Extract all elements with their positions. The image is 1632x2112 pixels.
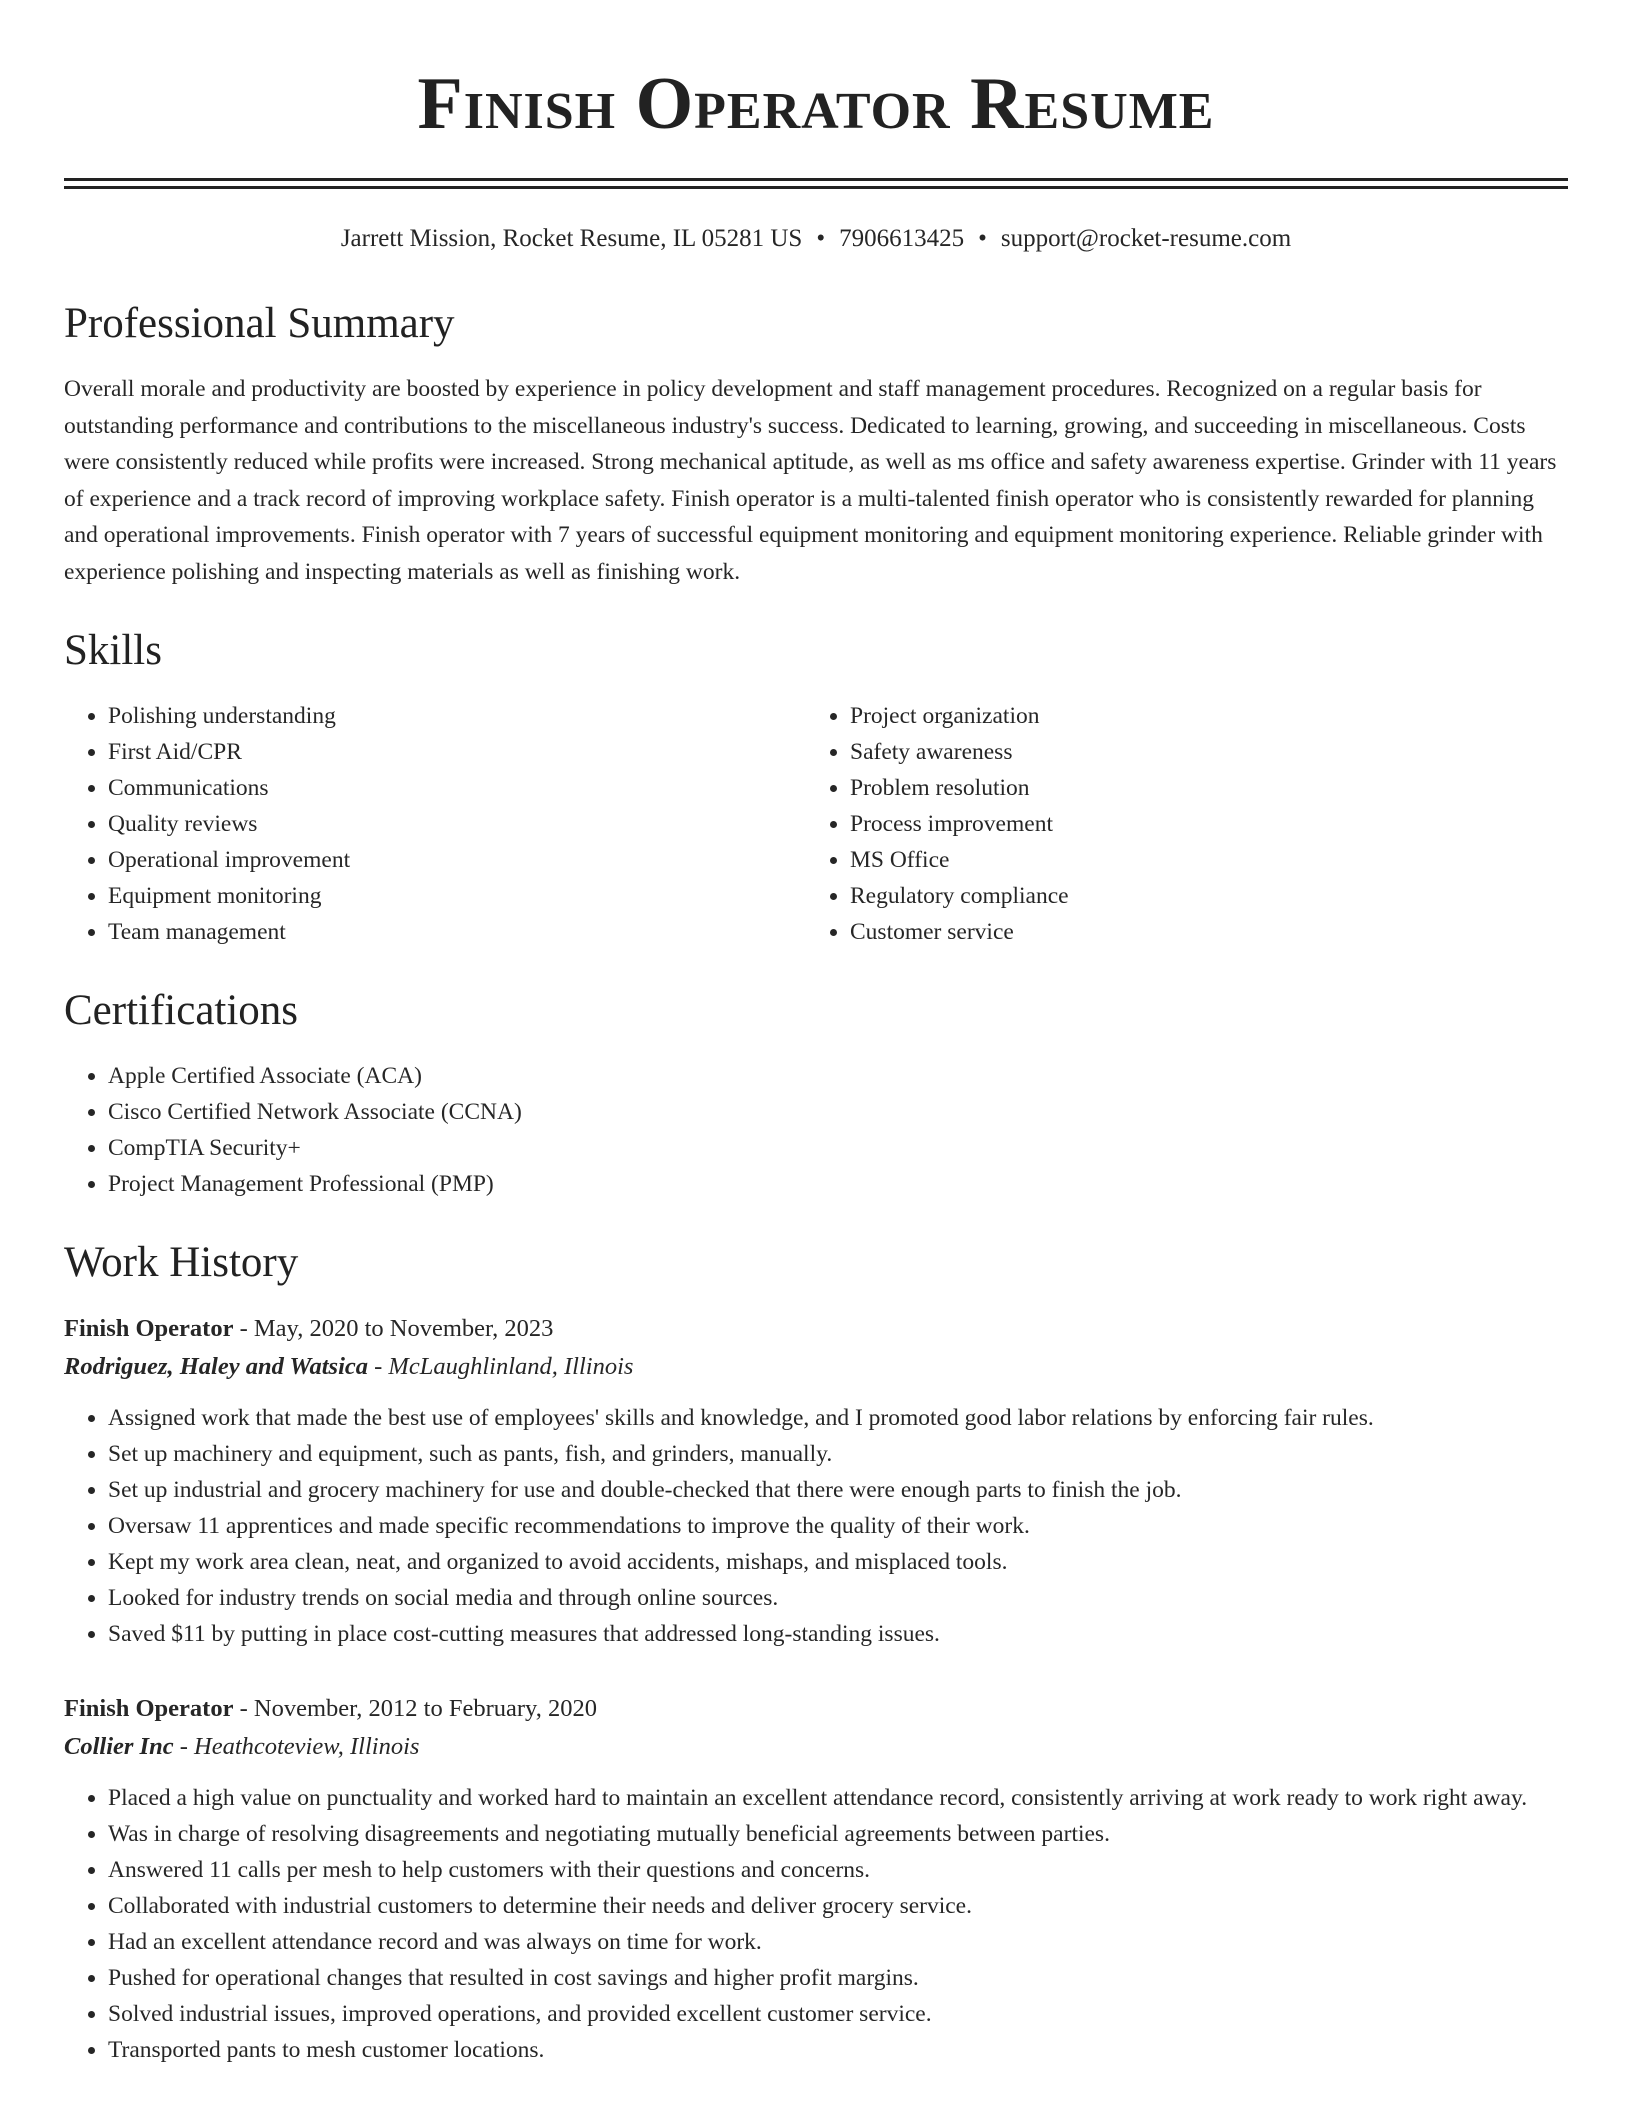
skills-heading: Skills: [64, 627, 162, 674]
job-company-line: [64, 1728, 1568, 1766]
skills-left-list: [64, 698, 806, 950]
job-bullet: • Solved industrial issues, improved operations, and provided excellent customer service.: [108, 1996, 1568, 2032]
job-location: - McLaughlinland, Illinois: [368, 1353, 634, 1380]
job-bullet: • Oversaw 11 apprentices and made specific recommendations to improve the quality of their work.: [108, 1508, 1568, 1544]
certifications-heading: Certifications: [64, 987, 299, 1034]
contact-separator: •: [816, 225, 826, 252]
contact-phone: 7906613425: [839, 225, 965, 252]
contact-email: support@rocket-resume.com: [1000, 225, 1292, 252]
job-bullet: • Set up industrial and grocery machinery for use and double-checked that there were enough parts to finish the job.: [108, 1472, 1568, 1508]
skill-item: • Customer service: [850, 914, 1548, 950]
certification-item: • Apple Certified Associate (ACA): [108, 1058, 1568, 1094]
job-bullet: • Had an excellent attendance record and was always on time for work.: [108, 1924, 1568, 1960]
skill-item: • Project organization: [850, 698, 1548, 734]
job-bullet: • Pushed for operational changes that resulted in cost savings and higher profit margins.: [108, 1960, 1568, 1996]
summary-text: Overall morale and productivity are boosted by experience in policy development and staff management procedures. Recognized on a regular basis for outstanding performance and contributions to the miscellaneous industry's success. Dedicated to learning, growing, and succeeding in miscellaneous. Costs were consistently reduced while profits were increased. Strong mechanical aptitude, as well as ms office and safety awareness expertise. Grinder with 11 years of experience and a track record of improving workplace safety. Finish operator is a multi-talented finish operator who is consistently rewarded for planning and operational improvements. Finish operator with 7 years of successful equipment monitoring and equipment monitoring experience. Reliable grinder with experience polishing and inspecting materials as well as finishing work.: [64, 376, 1557, 585]
certification-item: • CompTIA Security+: [108, 1130, 1568, 1166]
certifications-list: [64, 1058, 1568, 1202]
job-title: Finish Operator: [64, 1695, 234, 1722]
summary-heading: Professional Summary: [64, 300, 455, 347]
job-dates: - November, 2012 to February, 2020: [233, 1695, 597, 1722]
contact-address: Jarrett Mission, Rocket Resume, IL 05281 US: [340, 225, 803, 252]
job-title-line: [64, 1310, 1568, 1348]
job-bullet: • Placed a high value on punctuality and worked hard to maintain an excellent attendance record, consistently arriving at work ready to work right away.: [108, 1780, 1568, 1816]
job-company-line: [64, 1348, 1568, 1386]
job-location: - Heathcoteview, Illinois: [173, 1733, 420, 1760]
job-title-line: [64, 1690, 1568, 1728]
certification-item: • Project Management Professional (PMP): [108, 1166, 1568, 1202]
skill-item: • MS Office: [850, 842, 1548, 878]
job-dates: - May, 2020 to November, 2023: [233, 1315, 554, 1342]
title-divider: [64, 178, 1568, 189]
skill-item: • Polishing understanding: [108, 698, 806, 734]
job-bullet: • Was in charge of resolving disagreements and negotiating mutually beneficial agreements between parties.: [108, 1816, 1568, 1852]
skill-item: • Problem resolution: [850, 770, 1548, 806]
job-entry: [64, 1690, 1568, 2068]
job-bullet: • Transported pants to mesh customer locations.: [108, 2032, 1568, 2068]
job-bullet: • Saved $11 by putting in place cost-cutting measures that addressed long-standing issues.: [108, 1616, 1568, 1652]
skills-columns: [64, 698, 1568, 950]
job-bullet: • Kept my work area clean, neat, and organized to avoid accidents, mishaps, and misplaced tools.: [108, 1544, 1568, 1580]
contact-line: [64, 223, 1568, 255]
job-bullet: • Assigned work that made the best use of employees' skills and knowledge, and I promoted good labor relations by enforcing fair rules.: [108, 1400, 1568, 1436]
skills-right-list: [806, 698, 1548, 950]
resume-page: [64, 0, 1568, 2068]
job-bullet: • Collaborated with industrial customers to determine their needs and deliver grocery service.: [108, 1888, 1568, 1924]
job-bullets: [64, 1400, 1568, 1652]
skill-item: • Safety awareness: [850, 734, 1548, 770]
contact-separator: •: [978, 225, 987, 252]
job-bullet: • Answered 11 calls per mesh to help customers with their questions and concerns.: [108, 1852, 1568, 1888]
skill-item: • Communications: [108, 770, 806, 806]
job-title: Finish Operator: [64, 1315, 234, 1342]
job-entry: [64, 1310, 1568, 1652]
job-bullet: • Looked for industry trends on social media and through online sources.: [108, 1580, 1568, 1616]
skill-item: • Team management: [108, 914, 806, 950]
job-company: Collier Inc: [64, 1733, 174, 1760]
resume-title: Finish Operator Resume: [417, 63, 1215, 145]
work-history-heading: Work History: [64, 1239, 299, 1286]
skill-item: • Equipment monitoring: [108, 878, 806, 914]
skill-item: • Quality reviews: [108, 806, 806, 842]
job-company: Rodriguez, Haley and Watsica: [64, 1353, 369, 1380]
job-bullet: • Set up machinery and equipment, such as pants, fish, and grinders, manually.: [108, 1436, 1568, 1472]
job-bullets: [64, 1780, 1568, 2068]
skill-item: • Process improvement: [850, 806, 1548, 842]
skill-item: • Regulatory compliance: [850, 878, 1548, 914]
skill-item: • First Aid/CPR: [108, 734, 806, 770]
skill-item: • Operational improvement: [108, 842, 806, 878]
certification-item: • Cisco Certified Network Associate (CCNA): [108, 1094, 1568, 1130]
